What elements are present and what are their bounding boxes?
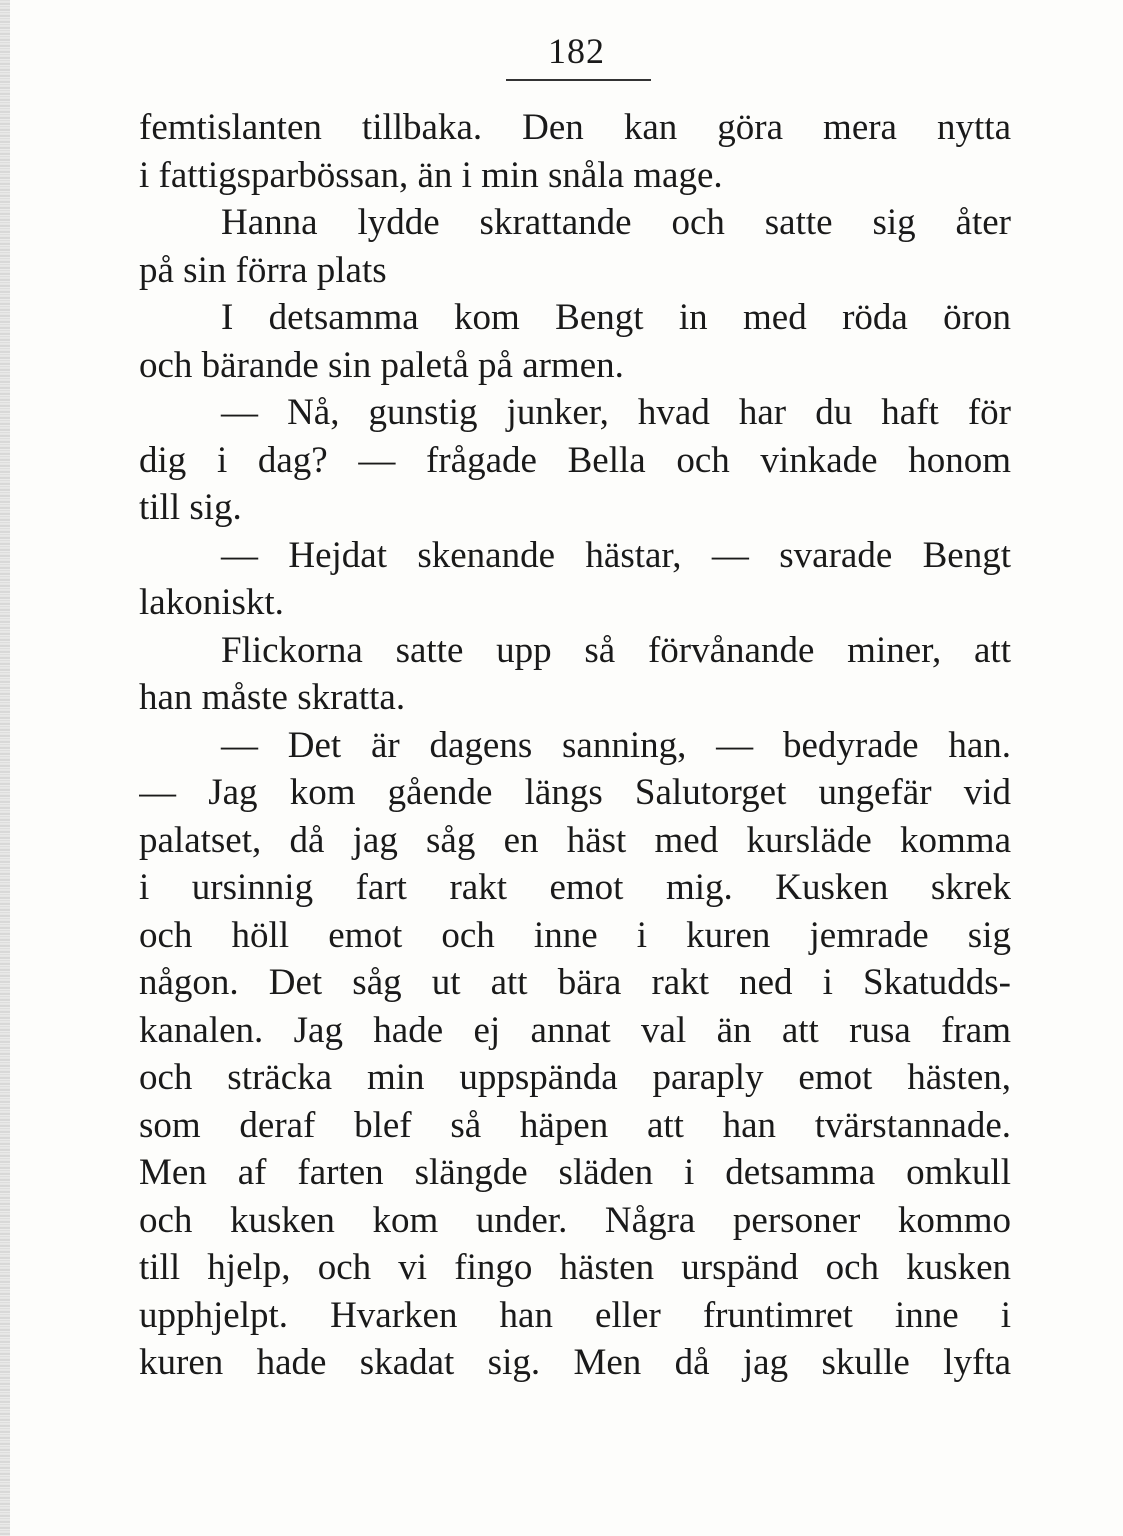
text-line: till hjelp, och vi fingo hästen urspänd och kusken — [139, 1247, 1011, 1288]
text-line: — Nå, gunstig junker, hvad har du haft för — [221, 392, 1011, 433]
text-line: på sin förra plats — [139, 249, 387, 291]
text-line: dig i dag? — frågade Bella och vinkade honom — [139, 439, 1011, 481]
text-line: — Hejdat skenande hästar, — svarade Bengt — [221, 534, 1011, 576]
text-line: och bärande sin paletå på armen. — [139, 344, 624, 386]
text-line: som deraf blef så häpen att han tvärstannade. — [139, 1104, 1011, 1146]
text-line: femtislanten tillbaka. Den kan göra mera nytta — [139, 107, 1011, 148]
text-line: lakoniskt. — [139, 582, 284, 623]
text-line: och kusken kom under. Några personer kommo — [139, 1199, 1011, 1241]
text-line: — Jag kom gående längs Salutorget ungefär vid — [139, 772, 1011, 813]
text-line: till sig. — [139, 487, 242, 528]
text-line: Hanna lydde skrattande och satte sig åter — [221, 202, 1011, 243]
text-line: Men af farten slängde släden i detsamma omkull — [139, 1152, 1011, 1193]
text-line: i ursinnig fart rakt emot mig. Kusken skrek — [139, 867, 1011, 908]
page-edge-shadow — [0, 0, 10, 1536]
text-line: i fattigsparbössan, än i min snåla mage. — [139, 154, 723, 196]
text-line: någon. Det såg ut att bära rakt ned i Skatudds- — [139, 962, 1011, 1003]
page-number: 182 — [548, 31, 605, 71]
text-line: och sträcka min uppspända paraply emot hästen, — [139, 1057, 1011, 1098]
text-line: kuren hade skadat sig. Men då jag skulle lyfta — [139, 1342, 1011, 1383]
text-line: I detsamma kom Bengt in med röda öron — [221, 297, 1011, 338]
header-rule — [506, 79, 651, 81]
text-line: och höll emot och inne i kuren jemrade sig — [139, 914, 1011, 956]
text-line: upphjelpt. Hvarken han eller fruntimret inne i — [139, 1294, 1011, 1336]
text-line: — Det är dagens sanning, — bedyrade han. — [221, 724, 1011, 766]
text-line: han måste skratta. — [139, 677, 406, 718]
text-line: Flickorna satte upp så förvånande miner, att — [221, 629, 1011, 671]
text-line: palatset, då jag såg en häst med kursläde komma — [139, 819, 1011, 861]
text-line: kanalen. Jag hade ej annat val än att rusa fram — [139, 1009, 1011, 1051]
body-text — [139, 104, 1011, 1387]
